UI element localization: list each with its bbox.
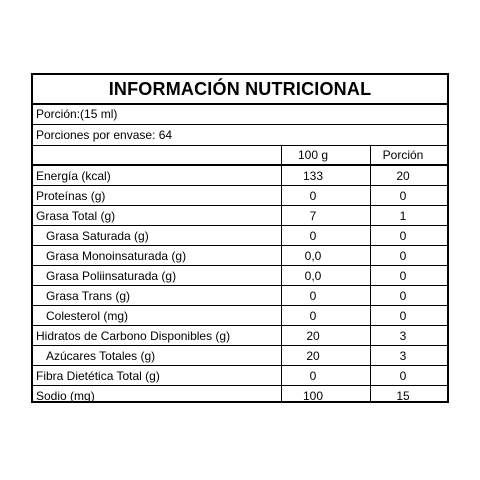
table-row <box>33 326 447 346</box>
table-row <box>33 166 447 186</box>
value-per-100g: 0,0 <box>304 269 322 283</box>
nutrient-name: Grasa Total (g) <box>36 209 116 223</box>
table-row <box>33 386 447 406</box>
label-title: INFORMACIÓN NUTRICIONAL <box>108 79 372 99</box>
nutrient-name: Fibra Dietética Total (g) <box>36 369 160 383</box>
nutrition-label <box>31 73 449 403</box>
table-row <box>33 366 447 386</box>
value-per-portion: 0 <box>399 189 407 203</box>
value-per-100g: 20 <box>306 349 320 363</box>
value-per-portion: 3 <box>399 329 407 343</box>
nutrient-name: Azúcares Totales (g) <box>46 349 156 363</box>
column-header-per-100g: 100 g <box>297 148 329 162</box>
nutrient-name: Grasa Monoinsaturada (g) <box>46 249 187 263</box>
nutrient-name: Energía (kcal) <box>36 169 111 183</box>
value-per-portion: 0 <box>399 289 407 303</box>
value-per-100g: 100 <box>302 389 324 403</box>
servings-per-container: Porciones por envase: 64 <box>36 128 173 142</box>
table-row <box>33 226 447 246</box>
value-per-portion: 0 <box>399 229 407 243</box>
nutrient-name: Grasa Saturada (g) <box>46 229 149 243</box>
table-row <box>33 246 447 266</box>
value-per-portion: 15 <box>396 389 410 403</box>
nutrient-name: Hidratos de Carbono Disponibles (g) <box>36 329 231 343</box>
nutrient-table <box>33 166 447 406</box>
column-header-per-portion: Porción <box>382 148 424 162</box>
table-row <box>33 206 447 226</box>
value-per-100g: 0 <box>309 189 317 203</box>
nutrient-name: Proteínas (g) <box>36 189 106 203</box>
nutrient-name: Colesterol (mg) <box>46 309 129 323</box>
value-per-100g: 0 <box>309 229 317 243</box>
value-per-portion: 20 <box>396 169 410 183</box>
value-per-100g: 0,0 <box>304 249 322 263</box>
nutrient-name: Grasa Poliinsaturada (g) <box>46 269 177 283</box>
value-per-100g: 0 <box>309 309 317 323</box>
value-per-portion: 0 <box>399 369 407 383</box>
table-row <box>33 306 447 326</box>
value-per-100g: 133 <box>302 169 324 183</box>
value-per-portion: 0 <box>399 269 407 283</box>
table-row <box>33 186 447 206</box>
value-per-portion: 3 <box>399 349 407 363</box>
nutrient-name: Sodio (mg) <box>36 389 95 403</box>
value-per-100g: 7 <box>309 209 317 223</box>
value-per-100g: 20 <box>306 329 320 343</box>
value-per-portion: 0 <box>399 309 407 323</box>
value-per-portion: 0 <box>399 249 407 263</box>
table-row <box>33 286 447 306</box>
value-per-portion: 1 <box>399 209 407 223</box>
value-per-100g: 0 <box>309 369 317 383</box>
portion-size: Porción:(15 ml) <box>36 107 118 121</box>
nutrient-name: Grasa Trans (g) <box>46 289 131 303</box>
value-per-100g: 0 <box>309 289 317 303</box>
table-row <box>33 266 447 286</box>
table-row <box>33 346 447 366</box>
